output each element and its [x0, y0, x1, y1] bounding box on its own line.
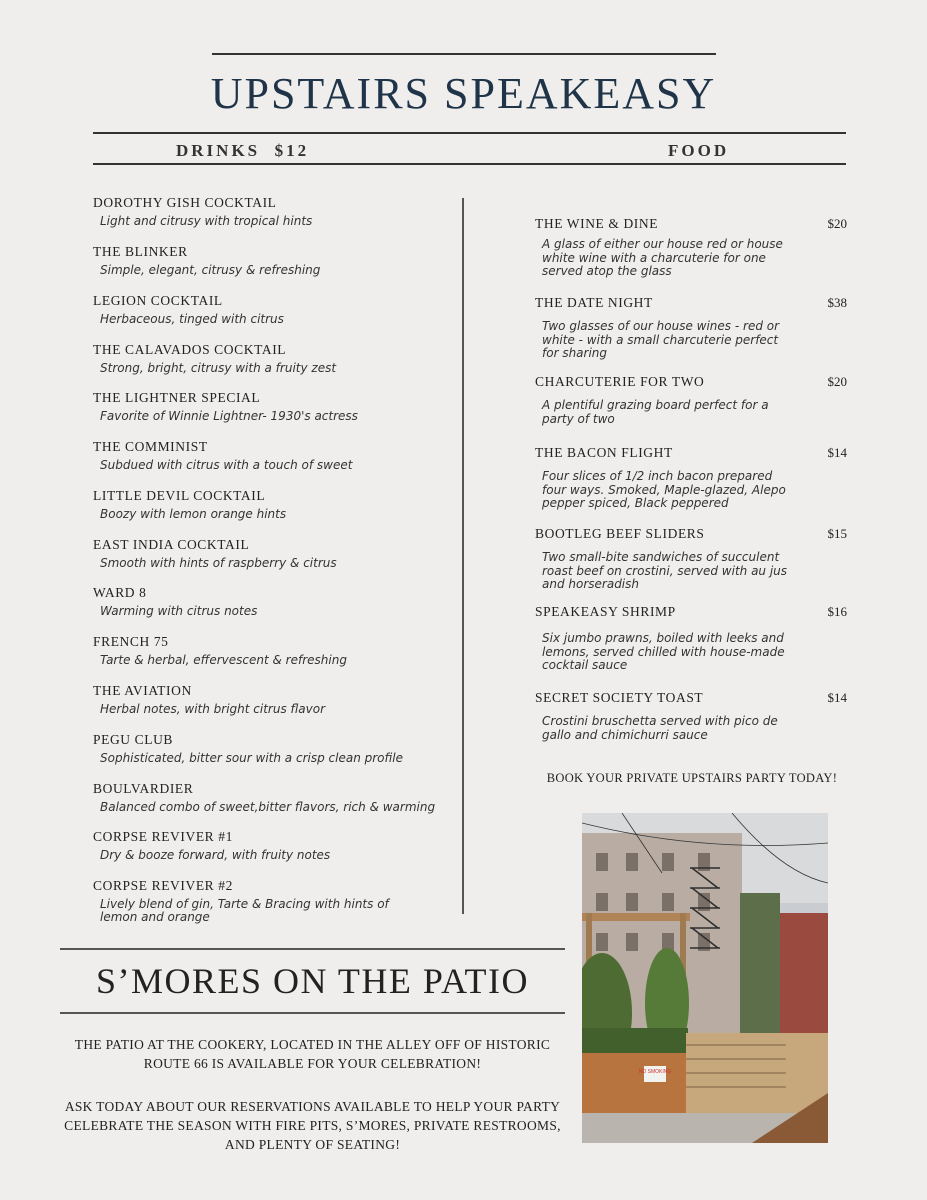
food-name: SECRET SOCIETY TOAST	[535, 690, 704, 705]
food-header: FOOD	[668, 141, 730, 160]
food-price: $16	[827, 604, 847, 619]
food-price: $14	[827, 690, 847, 705]
drink-desc: Dry & booze forward, with fruity notes	[100, 848, 331, 862]
drink-name: THE CALAVADOS COCKTAIL	[93, 342, 287, 357]
drink-item	[93, 244, 453, 277]
drink-item	[93, 293, 453, 326]
drink-item	[93, 634, 453, 667]
drink-desc: Herbaceous, tinged with citrus	[100, 312, 284, 326]
drink-item	[93, 342, 453, 375]
drink-name: THE COMMINIST	[93, 439, 208, 454]
drink-name: FRENCH 75	[93, 634, 169, 649]
drinks-header: DRINKS $12	[176, 141, 310, 160]
no-smoking-sign: NO SMOKING	[638, 1069, 672, 1075]
drink-item	[93, 781, 453, 814]
food-item	[535, 526, 850, 592]
column-divider	[462, 198, 464, 914]
drink-desc: Strong, bright, citrusy with a fruity zest	[100, 361, 337, 375]
drink-name: THE BLINKER	[93, 244, 188, 259]
drink-item	[93, 488, 453, 521]
patio-paragraph-2: ASK TODAY ABOUT OUR RESERVATIONS AVAILABLE TO HELP YOUR PARTY CELEBRATE THE SEASON WITH FIRE PITS, S’MORES, PRIVATE RESTROOMS, AND PLENTY OF SEATING!	[64, 1099, 561, 1152]
drink-name: DOROTHY GISH COCKTAIL	[93, 195, 277, 210]
book-party-text: BOOK YOUR PRIVATE UPSTAIRS PARTY TODAY!	[546, 771, 838, 785]
top-rule	[212, 53, 716, 55]
smores-rule-top	[60, 948, 565, 950]
food-item	[535, 445, 850, 511]
drink-item	[93, 439, 453, 472]
drink-name: BOULVARDIER	[93, 781, 194, 796]
drink-name: CORPSE REVIVER #2	[93, 878, 233, 893]
food-desc: A glass of either our house red or house white wine with a charcuterie for one served atop the glass	[542, 237, 783, 278]
food-item	[535, 374, 850, 426]
food-desc: Six jumbo prawns, boiled with leeks and lemons, served chilled with house-made cocktail sauce	[542, 631, 785, 672]
drink-desc: Smooth with hints of raspberry & citrus	[100, 556, 337, 570]
page-title: UPSTAIRS SPEAKEASY	[210, 69, 717, 118]
food-desc: Four slices of 1/2 inch bacon prepared four ways. Smoked, Maple-glazed, Alepo pepper spiced, Black peppered	[542, 469, 786, 510]
drink-item	[93, 585, 453, 618]
patio-photo-illustration	[582, 813, 828, 1143]
food-price: $20	[827, 216, 847, 231]
drink-desc: Balanced combo of sweet,bitter flavors, rich & warming	[100, 800, 436, 814]
food-desc: A plentiful grazing board perfect for a party of two	[542, 398, 769, 426]
drink-item	[93, 878, 453, 924]
drink-name: LITTLE DEVIL COCKTAIL	[93, 488, 266, 503]
food-price: $15	[827, 526, 847, 541]
drink-item	[93, 537, 453, 570]
food-name: THE WINE & DINE	[535, 216, 659, 231]
drink-item	[93, 390, 453, 423]
food-name: SPEAKEASY SHRIMP	[535, 604, 676, 619]
food-item	[535, 216, 850, 279]
drink-item	[93, 829, 453, 862]
drink-desc: Simple, elegant, citrusy & refreshing	[100, 263, 321, 277]
patio-photo	[582, 813, 828, 1143]
patio-paragraph-1: THE PATIO AT THE COOKERY, LOCATED IN THE ALLEY OFF OF HISTORIC ROUTE 66 IS AVAILABLE FOR YOUR CELEBRATION!	[74, 1037, 551, 1071]
drink-name: CORPSE REVIVER #1	[93, 829, 233, 844]
drink-name: PEGU CLUB	[93, 732, 174, 747]
food-item	[535, 604, 850, 673]
food-price: $38	[827, 295, 847, 310]
food-price: $14	[827, 445, 847, 460]
food-name: THE BACON FLIGHT	[535, 445, 673, 460]
header-rule-top	[93, 132, 846, 134]
food-name: CHARCUTERIE FOR TWO	[535, 374, 705, 389]
drink-name: THE AVIATION	[93, 683, 192, 698]
drink-name: EAST INDIA COCKTAIL	[93, 537, 250, 552]
drink-desc: Light and citrusy with tropical hints	[100, 214, 313, 228]
drink-name: LEGION COCKTAIL	[93, 293, 223, 308]
food-item	[535, 690, 850, 742]
drink-item	[93, 683, 453, 716]
drink-desc: Favorite of Winnie Lightner- 1930's actress	[100, 409, 358, 423]
smores-title: S’MORES ON THE PATIO	[95, 961, 530, 1001]
smores-rule-bottom	[60, 1012, 565, 1014]
drink-name: WARD 8	[93, 585, 147, 600]
drink-desc: Subdued with citrus with a touch of sweet	[100, 458, 353, 472]
drink-desc: Tarte & herbal, effervescent & refreshing	[100, 653, 347, 667]
food-price: $20	[827, 374, 847, 389]
food-item	[535, 295, 850, 361]
food-desc: Crostini bruschetta served with pico de gallo and chimichurri sauce	[542, 714, 778, 742]
food-name: BOOTLEG BEEF SLIDERS	[535, 526, 705, 541]
food-name: THE DATE NIGHT	[535, 295, 653, 310]
food-desc: Two small-bite sandwiches of succulent roast beef on crostini, served with au jus and horseradish	[542, 550, 788, 591]
drink-desc: Warming with citrus notes	[100, 604, 258, 618]
food-desc: Two glasses of our house wines - red or white - with a small charcuterie perfect for sharing	[542, 319, 780, 360]
drink-item	[93, 195, 453, 228]
drink-desc: Sophisticated, bitter sour with a crisp clean profile	[100, 751, 403, 765]
drink-item	[93, 732, 453, 765]
drink-desc: Herbal notes, with bright citrus flavor	[100, 702, 325, 716]
drink-desc: Boozy with lemon orange hints	[100, 507, 287, 521]
drink-name: THE LIGHTNER SPECIAL	[93, 390, 261, 405]
header-rule-bottom	[93, 163, 846, 165]
drink-desc: Lively blend of gin, Tarte & Bracing with hints of lemon and orange	[100, 897, 389, 924]
